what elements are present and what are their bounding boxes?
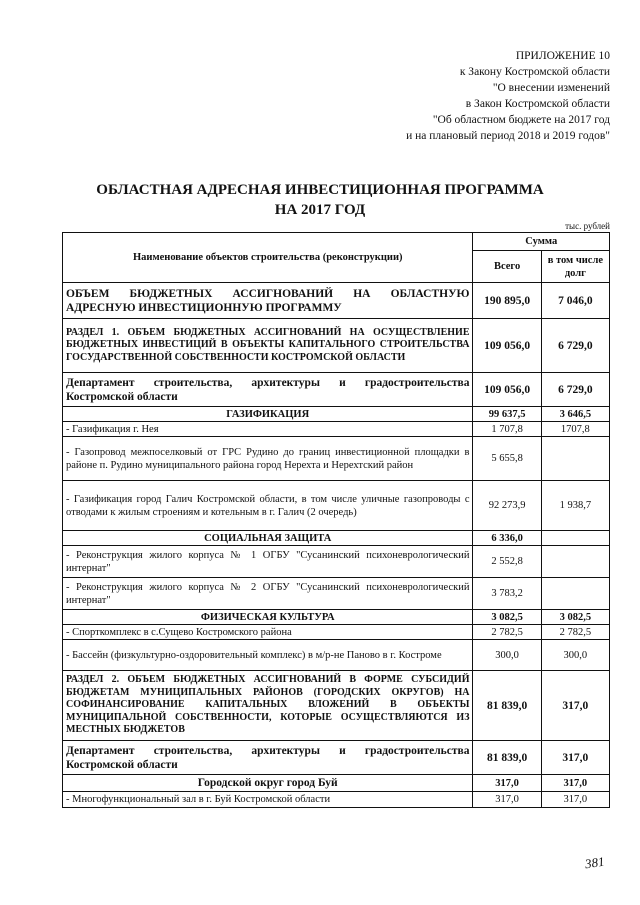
row-debt: 317,0: [541, 741, 609, 775]
row-name: - Газификация город Галич Костромской области, в том числе уличные газопроводы с отводами к жилым строениям и котельным в г. Галич (2 очередь): [63, 481, 473, 531]
row-debt: 3 646,5: [541, 407, 609, 422]
table-row: [63, 625, 610, 640]
table-row: [63, 319, 610, 373]
table-row: [63, 531, 610, 546]
row-total: 317,0: [473, 775, 541, 792]
row-total: 317,0: [473, 792, 541, 808]
row-debt: [541, 437, 609, 481]
row-name: - Реконструкция жилого корпуса № 2 ОГБУ "Сусанинский психоневрологический интернат": [63, 578, 473, 610]
row-total: 3 783,2: [473, 578, 541, 610]
table-row: [63, 546, 610, 578]
row-debt: 300,0: [541, 640, 609, 671]
title-line: НА 2017 ГОД: [274, 202, 366, 218]
row-debt: 7 046,0: [541, 283, 609, 319]
row-debt: 2 782,5: [541, 625, 609, 640]
row-total: 81 839,0: [473, 671, 541, 741]
row-name: - Газопровод межпоселковый от ГРС Рудино до границ инвестиционной площадки в районе п. Рудино муниципального района город Нерехта и Нерехтский район: [63, 437, 473, 481]
table-row: [63, 741, 610, 775]
table-header-row: [63, 233, 610, 251]
row-debt: 317,0: [541, 671, 609, 741]
investment-table: [62, 232, 610, 808]
document-title: [0, 180, 640, 220]
row-name: - Спорткомплекс в с.Сущево Костромского района: [63, 625, 473, 640]
header-sum: Сумма: [473, 233, 610, 251]
header-debt: в том числе долг: [541, 251, 609, 283]
row-name: СОЦИАЛЬНАЯ ЗАЩИТА: [63, 531, 473, 546]
row-total: 3 082,5: [473, 610, 541, 625]
row-total: 2 782,5: [473, 625, 541, 640]
row-total: 81 839,0: [473, 741, 541, 775]
appendix-line: в Закон Костромской области: [465, 98, 610, 110]
appendix-line: "О внесении изменений: [492, 82, 610, 94]
table-row: [63, 671, 610, 741]
row-name: ОБЪЕМ БЮДЖЕТНЫХ АССИГНОВАНИЙ НА ОБЛАСТНУЮ АДРЕСНУЮ ИНВЕСТИЦИОННУЮ ПРОГРАММУ: [63, 283, 473, 319]
table-row: [63, 283, 610, 319]
row-total: 1 707,8: [473, 422, 541, 437]
table-row: [63, 481, 610, 531]
table-row: [63, 373, 610, 407]
table-row: [63, 610, 610, 625]
appendix-line: и на плановый период 2018 и 2019 годов": [406, 130, 610, 142]
row-total: 109 056,0: [473, 319, 541, 373]
row-debt: 317,0: [541, 792, 609, 808]
appendix-header: [350, 48, 610, 144]
row-name: - Реконструкция жилого корпуса № 1 ОГБУ "Сусанинский психоневрологический интернат": [63, 546, 473, 578]
row-debt: 6 729,0: [541, 319, 609, 373]
row-name: РАЗДЕЛ 2. ОБЪЕМ БЮДЖЕТНЫХ АССИГНОВАНИЙ В ФОРМЕ СУБСИДИЙ БЮДЖЕТАМ МУНИЦИПАЛЬНЫХ РАЙОНОВ (ГОРОДСКИХ ОКРУГОВ) НА СОФИНАНСИРОВАНИЕ КАПИТАЛЬНЫХ ВЛОЖЕНИЙ В ОБЪЕКТЫ МУНИЦИПАЛЬНОЙ СОБСТВЕННОСТИ, КОТОРЫЕ ОСУЩЕСТВЛЯЮТСЯ ИЗ МЕСТНЫХ БЮДЖЕТОВ: [63, 671, 473, 741]
table-row: [63, 792, 610, 808]
row-debt: 6 729,0: [541, 373, 609, 407]
row-debt: 3 082,5: [541, 610, 609, 625]
page-number: 381: [583, 853, 605, 872]
row-total: 99 637,5: [473, 407, 541, 422]
row-name: Департамент строительства, архитектуры и градостроительства Костромской области: [63, 741, 473, 775]
row-debt: 317,0: [541, 775, 609, 792]
row-total: 2 552,8: [473, 546, 541, 578]
row-debt: [541, 578, 609, 610]
table-row: [63, 407, 610, 422]
row-debt: 1 938,7: [541, 481, 609, 531]
title-line: ОБЛАСТНАЯ АДРЕСНАЯ ИНВЕСТИЦИОННАЯ ПРОГРАММА: [96, 182, 544, 198]
table-row: [63, 640, 610, 671]
row-debt: [541, 546, 609, 578]
row-debt: 1707,8: [541, 422, 609, 437]
row-total: 92 273,9: [473, 481, 541, 531]
appendix-line: ПРИЛОЖЕНИЕ 10: [515, 50, 610, 62]
appendix-line: "Об областном бюджете на 2017 год: [432, 114, 610, 126]
row-name: Городской округ город Буй: [63, 775, 473, 792]
row-name: - Газификация г. Нея: [63, 422, 473, 437]
appendix-line: к Закону Костромской области: [459, 66, 610, 78]
header-name: Наименование объектов строительства (реконструкции): [63, 233, 473, 283]
table-row: [63, 578, 610, 610]
header-total: Всего: [473, 251, 541, 283]
row-total: 109 056,0: [473, 373, 541, 407]
row-name: - Многофункциональный зал в г. Буй Костромской области: [63, 792, 473, 808]
table-row: [63, 437, 610, 481]
row-name: ФИЗИЧЕСКАЯ КУЛЬТУРА: [63, 610, 473, 625]
row-name: ГАЗИФИКАЦИЯ: [63, 407, 473, 422]
row-debt: [541, 531, 609, 546]
row-total: 5 655,8: [473, 437, 541, 481]
table-row: [63, 775, 610, 792]
row-total: 300,0: [473, 640, 541, 671]
row-name: РАЗДЕЛ 1. ОБЪЕМ БЮДЖЕТНЫХ АССИГНОВАНИЙ НА ОСУЩЕСТВЛЕНИЕ БЮДЖЕТНЫХ ИНВЕСТИЦИЙ В ОБЪЕКТЫ КАПИТАЛЬНОГО СТРОИТЕЛЬСТВА ГОСУДАРСТВЕННОЙ СОБСТВЕННОСТИ КОСТРОМСКОЙ ОБЛАСТИ: [63, 319, 473, 373]
row-total: 190 895,0: [473, 283, 541, 319]
units-label: тыс. рублей: [565, 221, 610, 231]
row-name: - Бассейн (физкультурно-оздоровительный комплекс) в м/р-не Паново в г. Костроме: [63, 640, 473, 671]
row-total: 6 336,0: [473, 531, 541, 546]
row-name: Департамент строительства, архитектуры и градостроительства Костромской области: [63, 373, 473, 407]
table-row: [63, 422, 610, 437]
